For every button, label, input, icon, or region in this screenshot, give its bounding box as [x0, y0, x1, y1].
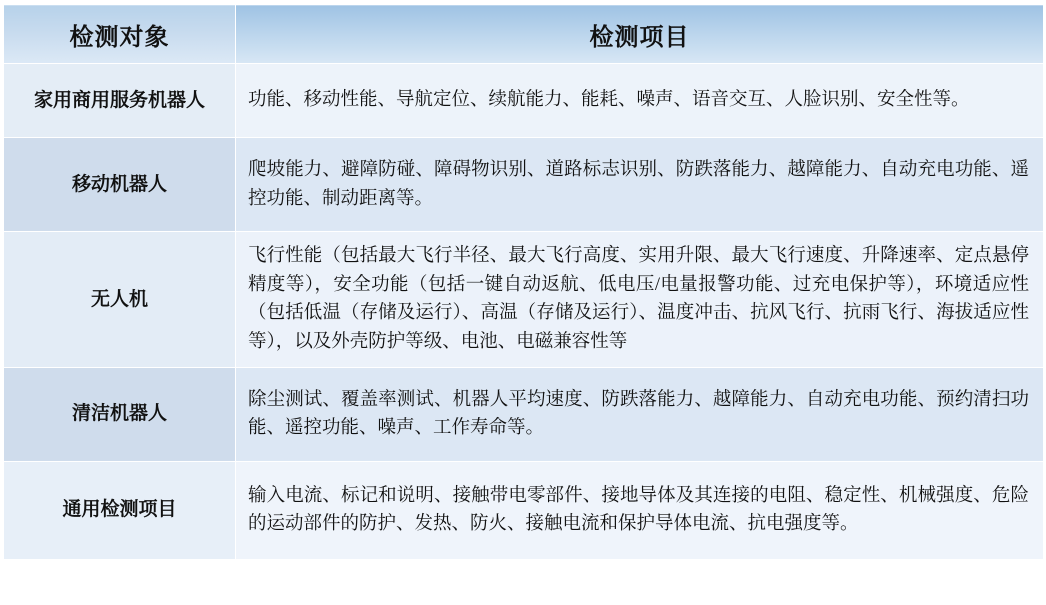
- column-header-object: 检测对象: [4, 5, 236, 64]
- detection-table: [3, 4, 1044, 560]
- table-row: [4, 138, 1044, 232]
- detection-table-container: [0, 4, 1046, 605]
- cell-item: 爬坡能力、避障防碰、障碍物识别、道路标志识别、防跌落能力、越障能力、自动充电功能、遥控功能、制动距离等。: [236, 138, 1044, 232]
- cell-item: 除尘测试、覆盖率测试、机器人平均速度、防跌落能力、越障能力、自动充电功能、预约清扫功能、遥控功能、噪声、工作寿命等。: [236, 367, 1044, 461]
- cell-item: 输入电流、标记和说明、接触带电零部件、接地导体及其连接的电阻、稳定性、机械强度、危险的运动部件的防护、发热、防火、接触电流和保护导体电流、抗电强度等。: [236, 461, 1044, 559]
- cell-item: 功能、移动性能、导航定位、续航能力、能耗、噪声、语音交互、人脸识别、安全性等。: [236, 64, 1044, 138]
- column-header-item: 检测项目: [236, 5, 1044, 64]
- table-header-row: [4, 5, 1044, 64]
- cell-object: 通用检测项目: [4, 461, 236, 559]
- table-row: [4, 232, 1044, 368]
- table-row: [4, 367, 1044, 461]
- cell-object: 移动机器人: [4, 138, 236, 232]
- cell-item: 飞行性能（包括最大飞行半径、最大飞行高度、实用升限、最大飞行速度、升降速率、定点悬停精度等），安全功能（包括一键自动返航、低电压/电量报警功能、过充电保护等），环境适应性（包括低温（存储及运行）、高温（存储及运行）、温度冲击、抗风飞行、抗雨飞行、海拔适应性等），以及外壳防护等级、电池、电磁兼容性等: [236, 232, 1044, 368]
- table-body: [4, 64, 1044, 560]
- cell-object: 家用商用服务机器人: [4, 64, 236, 138]
- table-header: [4, 5, 1044, 64]
- table-row: [4, 461, 1044, 559]
- cell-object: 无人机: [4, 232, 236, 368]
- cell-object: 清洁机器人: [4, 367, 236, 461]
- table-row: [4, 64, 1044, 138]
